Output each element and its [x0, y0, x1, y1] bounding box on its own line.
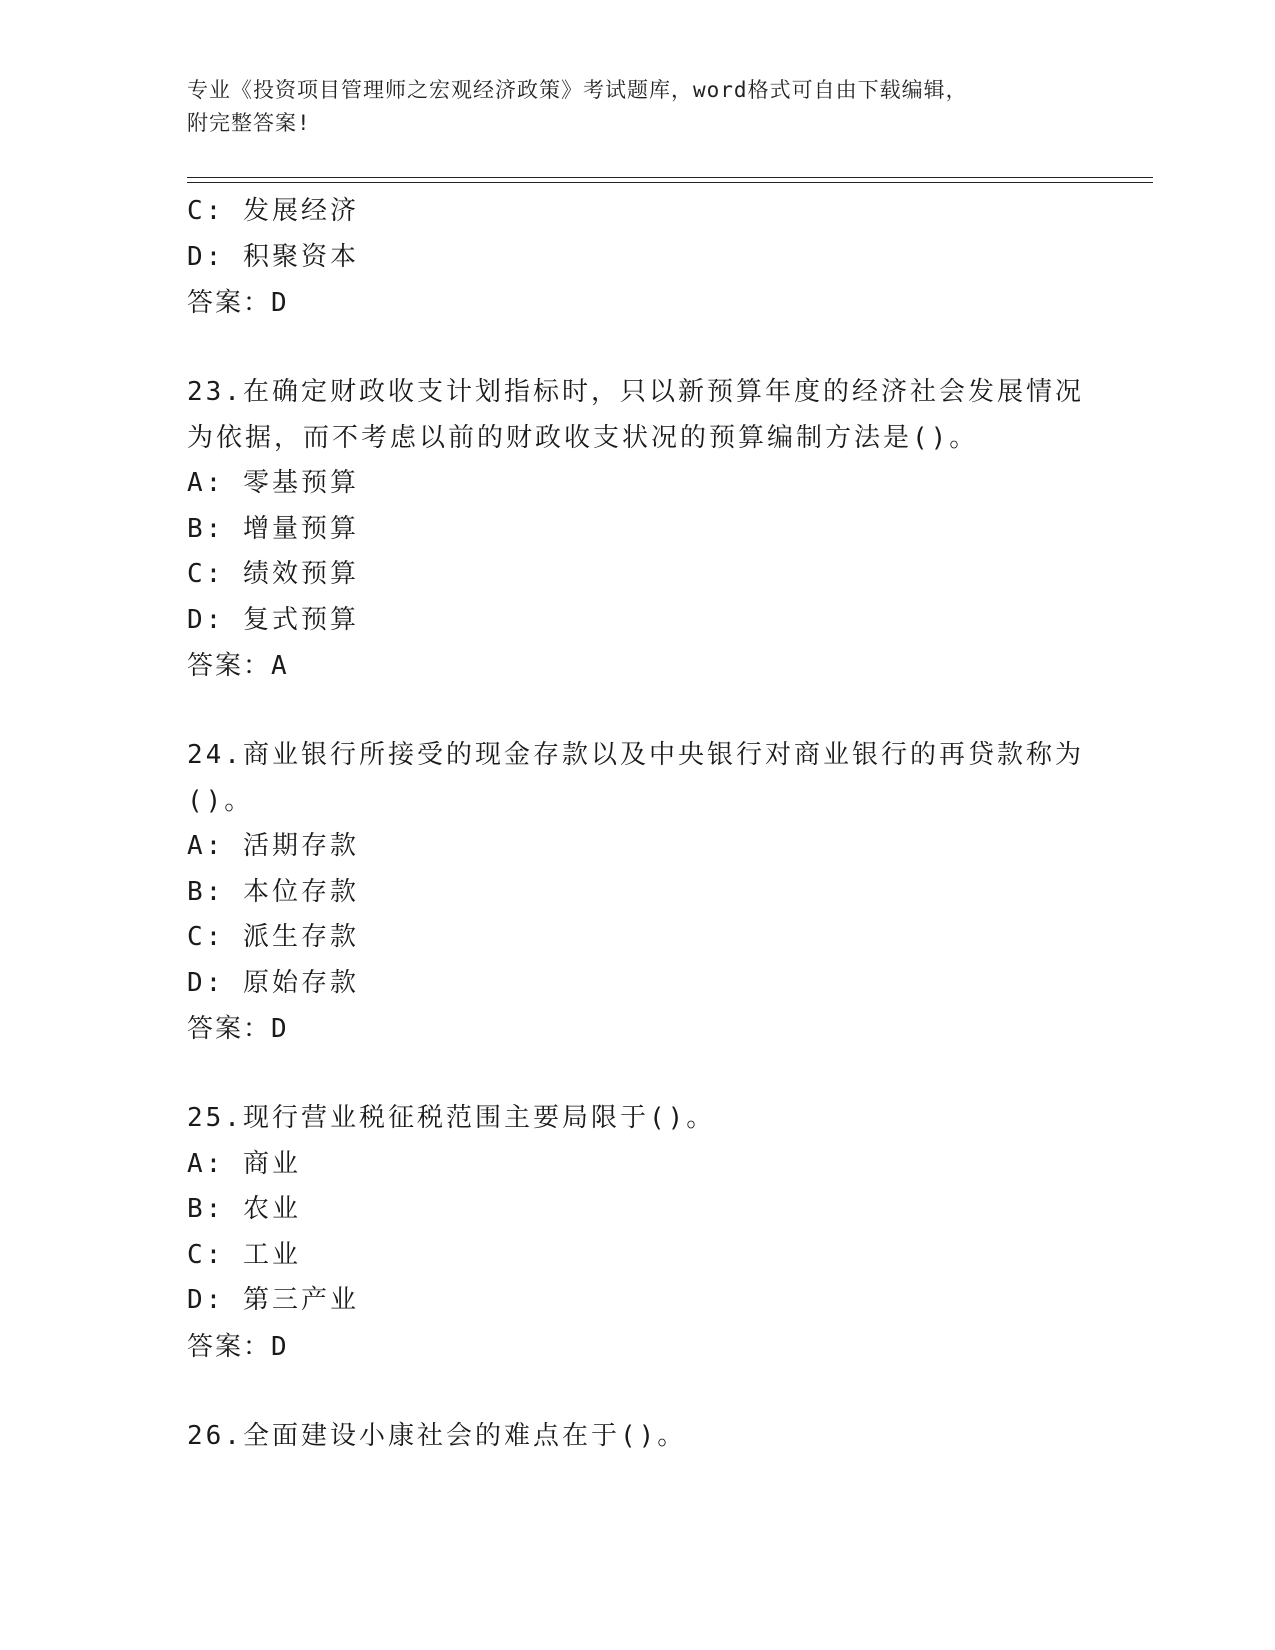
option-d: D: 积聚资本 — [187, 241, 359, 272]
question-24 — [187, 733, 1084, 1052]
answer-label: 答案： — [187, 1331, 272, 1362]
header-line-2: 附完整答案! — [187, 111, 311, 135]
option-b: B: 本位存款 — [187, 876, 359, 907]
question-25 — [187, 1096, 1077, 1370]
header-divider-top — [187, 177, 1153, 178]
option-a: A: 活期存款 — [187, 831, 359, 861]
answer-label: 答案： — [187, 288, 272, 318]
header-line-1: 专业《投资项目管理师之宏观经济政策》考试题库，word格式可自由下载编辑， — [187, 78, 968, 102]
option-c: C: 绩效预算 — [187, 559, 359, 589]
option-c: C: 派生存款 — [187, 922, 359, 952]
answer-value: D — [271, 288, 289, 318]
option-b: B: 增量预算 — [187, 513, 359, 544]
question-26 — [187, 1414, 1077, 1460]
answer-label: 答案： — [187, 1014, 272, 1044]
answer-line — [187, 643, 1077, 689]
question-23 — [187, 370, 1084, 689]
header-divider-bottom — [187, 182, 1153, 183]
answer-label: 答案： — [187, 651, 272, 681]
option-c: C: 发展经济 — [187, 196, 359, 226]
option-d: D: 第三产业 — [187, 1285, 359, 1315]
option-a: A: 商业 — [187, 1148, 301, 1179]
answer-value: A — [271, 651, 289, 681]
option-d: D: 原始存款 — [187, 967, 359, 998]
continued-question — [187, 189, 1077, 326]
answer-value: D — [271, 1014, 289, 1044]
answer-value: D — [271, 1331, 289, 1362]
question-list — [187, 189, 1084, 1459]
question-stem-line: 23.在确定财政收支计划指标时，只以新预算年度的经济社会发展情况 — [187, 377, 1084, 407]
question-stem-line: 26.全面建设小康社会的难点在于()。 — [187, 1420, 687, 1451]
option-b: B: 农业 — [187, 1194, 301, 1224]
answer-line — [187, 280, 1077, 326]
option-a: A: 零基预算 — [187, 468, 359, 498]
document-header — [187, 74, 1067, 140]
question-stem-line: ()。 — [187, 785, 254, 816]
question-stem-line: 25.现行营业税征税范围主要局限于()。 — [187, 1103, 716, 1133]
question-stem-line: 为依据，而不考虑以前的财政收支状况的预算编制方法是()。 — [187, 422, 979, 453]
option-c: C: 工业 — [187, 1239, 301, 1270]
answer-line — [187, 1006, 1077, 1052]
option-d: D: 复式预算 — [187, 604, 359, 635]
answer-line — [187, 1324, 1077, 1370]
question-stem-line: 24.商业银行所接受的现金存款以及中央银行对商业银行的再贷款称为 — [187, 740, 1084, 770]
